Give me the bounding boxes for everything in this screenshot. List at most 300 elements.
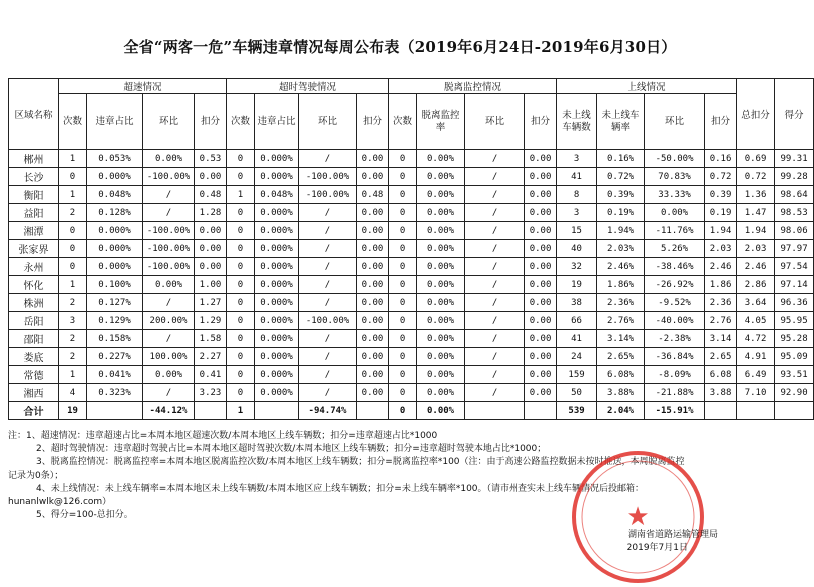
cell-sp-m: 200.00% xyxy=(143,312,195,330)
cell-ft-m: / xyxy=(299,348,357,366)
cell-of-r: 0.00% xyxy=(417,240,465,258)
note-2: 2、超时驾驶情况：违章超时驾驶占比=本周本地区超时驾驶次数/本周本地区上线车辆数；扣分=违章超时驾驶本地占比*1000； xyxy=(36,444,547,455)
header-of-count: 次数 xyxy=(389,94,417,150)
cell-of-m: / xyxy=(465,366,525,384)
cell-of-n: 0 xyxy=(389,276,417,294)
cell-ft-d: 0.00 xyxy=(357,204,389,222)
cell-on-m: 70.83% xyxy=(645,168,705,186)
cell-on-d: 2.65 xyxy=(705,348,737,366)
official-seal-stamp xyxy=(568,447,708,587)
cell-on-n: 41 xyxy=(557,168,597,186)
cell-sp-d: 3.23 xyxy=(195,384,227,402)
cell-sp-n: 1 xyxy=(59,276,87,294)
cell-on-m: -21.88% xyxy=(645,384,705,402)
cell-on-d: 0.72 xyxy=(705,168,737,186)
table-row xyxy=(9,348,814,366)
cell-sp-r: 0.041% xyxy=(87,366,143,384)
cell-of-r: 0.00% xyxy=(417,384,465,402)
total-empty-cell xyxy=(525,402,557,420)
cell-on-r: 0.39% xyxy=(597,186,645,204)
cell-region: 湘西 xyxy=(9,384,59,402)
total-empty-cell xyxy=(705,402,737,420)
cell-tot: 4.91 xyxy=(737,348,775,366)
cell-of-m: / xyxy=(465,168,525,186)
cell-sp-r: 0.158% xyxy=(87,330,143,348)
cell-sp-n: 3 xyxy=(59,312,87,330)
cell-of-r: 0.00% xyxy=(417,186,465,204)
cell-sp-d: 0.53 xyxy=(195,150,227,168)
cell-ft-m: -100.00% xyxy=(299,312,357,330)
cell-of-r: 0.00% xyxy=(417,294,465,312)
cell-of-r: 0.00% xyxy=(417,348,465,366)
cell-ft-m: / xyxy=(299,222,357,240)
cell-region: 湘潭 xyxy=(9,222,59,240)
cell-on-r: 1.86% xyxy=(597,276,645,294)
cell-of-m: / xyxy=(465,258,525,276)
cell-ft-n: 0 xyxy=(227,348,255,366)
header-sp-deduct: 扣分 xyxy=(195,94,227,150)
cell-of-n: 0 xyxy=(389,258,417,276)
cell-tot: 1.36 xyxy=(737,186,775,204)
table-row xyxy=(9,204,814,222)
cell-sp-n: 0 xyxy=(59,222,87,240)
cell-of-m: / xyxy=(465,204,525,222)
cell-of-m: / xyxy=(465,294,525,312)
cell-ft-m: / xyxy=(299,240,357,258)
cell-tot: 4.72 xyxy=(737,330,775,348)
cell-ft-r: 0.000% xyxy=(255,276,299,294)
cell-tot: 2.03 xyxy=(737,240,775,258)
cell-ft-d: 0.00 xyxy=(357,312,389,330)
cell-score: 95.09 xyxy=(775,348,814,366)
cell-tot: 2.86 xyxy=(737,276,775,294)
cell-of-n: 0 xyxy=(389,366,417,384)
header-on-mom: 环比 xyxy=(645,94,705,150)
cell-tot: 1.47 xyxy=(737,204,775,222)
cell-on-n: 50 xyxy=(557,384,597,402)
cell-of-m: / xyxy=(465,384,525,402)
cell-sp-n: 2 xyxy=(59,294,87,312)
note-4-email[interactable]: hunanlwlk@126.com） xyxy=(8,497,112,508)
cell-score: 98.53 xyxy=(775,204,814,222)
cell-on-d: 2.46 xyxy=(705,258,737,276)
cell-sp-m: / xyxy=(143,330,195,348)
cell-of-m: / xyxy=(465,186,525,204)
cell-of-m: / xyxy=(465,312,525,330)
cell-of-d: 0.00 xyxy=(525,366,557,384)
cell-sp-m: -100.00% xyxy=(143,240,195,258)
cell-region: 张家界 xyxy=(9,240,59,258)
cell-ft-m: / xyxy=(299,204,357,222)
cell-sp-r: 0.227% xyxy=(87,348,143,366)
cell-ft-d: 0.00 xyxy=(357,330,389,348)
cell-ft-n: 0 xyxy=(227,276,255,294)
cell-of-m: / xyxy=(465,222,525,240)
cell-ft-n: 0 xyxy=(227,150,255,168)
table-row xyxy=(9,222,814,240)
cell-ft-n: 0 xyxy=(227,240,255,258)
cell-of-m: / xyxy=(465,276,525,294)
cell-sp-r: 0.323% xyxy=(87,384,143,402)
total-empty-cell xyxy=(465,402,525,420)
cell-on-m: -38.46% xyxy=(645,258,705,276)
cell-ft-d: 0.00 xyxy=(357,276,389,294)
total-ft-m: -94.74% xyxy=(299,402,357,420)
total-on-n: 539 xyxy=(557,402,597,420)
cell-of-n: 0 xyxy=(389,222,417,240)
cell-of-d: 0.00 xyxy=(525,222,557,240)
cell-on-r: 2.46% xyxy=(597,258,645,276)
cell-on-m: -8.09% xyxy=(645,366,705,384)
signer: 湖南省道路运输管理局 xyxy=(627,530,718,540)
total-region: 合计 xyxy=(9,402,59,420)
header-online: 上线情况 xyxy=(557,79,737,94)
cell-on-r: 6.08% xyxy=(597,366,645,384)
cell-ft-d: 0.00 xyxy=(357,366,389,384)
note-3: 3、脱离监控情况：脱离监控率=本周本地区脱离监控次数/本周本地区上线车辆数；扣分=脱离监控率*100（注：由于高速公路监控数据未按时推送，本周脱离监控 xyxy=(36,457,685,468)
cell-sp-m: -100.00% xyxy=(143,258,195,276)
cell-on-d: 1.94 xyxy=(705,222,737,240)
cell-region: 益阳 xyxy=(9,204,59,222)
cell-ft-d: 0.00 xyxy=(357,222,389,240)
cell-sp-n: 1 xyxy=(59,186,87,204)
header-fatigue: 超时驾驶情况 xyxy=(227,79,389,94)
cell-on-n: 159 xyxy=(557,366,597,384)
cell-sp-r: 0.100% xyxy=(87,276,143,294)
cell-sp-n: 2 xyxy=(59,330,87,348)
cell-on-d: 2.36 xyxy=(705,294,737,312)
cell-score: 97.54 xyxy=(775,258,814,276)
cell-of-d: 0.00 xyxy=(525,204,557,222)
cell-region: 郴州 xyxy=(9,150,59,168)
cell-sp-m: / xyxy=(143,204,195,222)
cell-ft-n: 0 xyxy=(227,204,255,222)
cell-on-n: 38 xyxy=(557,294,597,312)
cell-of-n: 0 xyxy=(389,294,417,312)
cell-on-m: -40.00% xyxy=(645,312,705,330)
cell-ft-r: 0.000% xyxy=(255,222,299,240)
cell-on-n: 40 xyxy=(557,240,597,258)
cell-tot: 4.05 xyxy=(737,312,775,330)
cell-ft-n: 0 xyxy=(227,258,255,276)
cell-of-r: 0.00% xyxy=(417,366,465,384)
cell-of-d: 0.00 xyxy=(525,294,557,312)
cell-tot: 7.10 xyxy=(737,384,775,402)
note-1: 注：1、超速情况：违章超速占比=本周本地区超速次数/本周本地区上线车辆数；扣分=违章超速占比*1000 xyxy=(8,431,438,441)
cell-on-r: 2.65% xyxy=(597,348,645,366)
note-5: 5、得分=100-总扣分。 xyxy=(36,510,133,521)
header-of-deduct: 扣分 xyxy=(525,94,557,150)
cell-on-r: 2.36% xyxy=(597,294,645,312)
cell-score: 98.06 xyxy=(775,222,814,240)
header-sp-mom: 环比 xyxy=(143,94,195,150)
cell-sp-r: 0.048% xyxy=(87,186,143,204)
total-of-r: 0.00% xyxy=(417,402,465,420)
cell-sp-d: 0.00 xyxy=(195,240,227,258)
cell-ft-r: 0.000% xyxy=(255,240,299,258)
cell-of-d: 0.00 xyxy=(525,240,557,258)
cell-ft-m: / xyxy=(299,276,357,294)
cell-sp-m: 0.00% xyxy=(143,150,195,168)
cell-ft-r: 0.000% xyxy=(255,312,299,330)
cell-sp-n: 1 xyxy=(59,366,87,384)
cell-of-n: 0 xyxy=(389,150,417,168)
cell-score: 95.28 xyxy=(775,330,814,348)
cell-on-m: -9.52% xyxy=(645,294,705,312)
cell-on-d: 0.39 xyxy=(705,186,737,204)
cell-region: 永州 xyxy=(9,258,59,276)
cell-score: 98.64 xyxy=(775,186,814,204)
table-row xyxy=(9,294,814,312)
cell-ft-n: 0 xyxy=(227,168,255,186)
cell-on-m: 33.33% xyxy=(645,186,705,204)
cell-of-m: / xyxy=(465,348,525,366)
header-offline-monitoring: 脱离监控情况 xyxy=(389,79,557,94)
total-ft-n: 1 xyxy=(227,402,255,420)
cell-sp-d: 1.00 xyxy=(195,276,227,294)
table-row xyxy=(9,384,814,402)
cell-region: 邵阳 xyxy=(9,330,59,348)
total-sp-n: 19 xyxy=(59,402,87,420)
cell-ft-n: 0 xyxy=(227,294,255,312)
cell-sp-d: 1.27 xyxy=(195,294,227,312)
cell-on-n: 41 xyxy=(557,330,597,348)
cell-of-n: 0 xyxy=(389,312,417,330)
cell-ft-m: / xyxy=(299,330,357,348)
header-ft-ratio: 违章占比 xyxy=(255,94,299,150)
header-total-deduct: 总扣分 xyxy=(737,79,775,150)
cell-of-n: 0 xyxy=(389,384,417,402)
cell-of-n: 0 xyxy=(389,330,417,348)
cell-of-d: 0.00 xyxy=(525,186,557,204)
cell-on-r: 0.19% xyxy=(597,204,645,222)
cell-ft-n: 1 xyxy=(227,186,255,204)
total-on-r: 2.04% xyxy=(597,402,645,420)
cell-ft-n: 0 xyxy=(227,312,255,330)
cell-on-n: 24 xyxy=(557,348,597,366)
cell-sp-m: / xyxy=(143,186,195,204)
cell-tot: 3.64 xyxy=(737,294,775,312)
cell-sp-n: 0 xyxy=(59,258,87,276)
total-empty-cell xyxy=(255,402,299,420)
cell-of-d: 0.00 xyxy=(525,348,557,366)
cell-tot: 0.72 xyxy=(737,168,775,186)
cell-ft-r: 0.000% xyxy=(255,258,299,276)
cell-of-n: 0 xyxy=(389,348,417,366)
cell-on-d: 3.14 xyxy=(705,330,737,348)
total-sp-m: -44.12% xyxy=(143,402,195,420)
header-sp-ratio: 违章占比 xyxy=(87,94,143,150)
total-row xyxy=(9,402,814,420)
header-score: 得分 xyxy=(775,79,814,150)
cell-sp-r: 0.000% xyxy=(87,222,143,240)
cell-on-n: 15 xyxy=(557,222,597,240)
cell-sp-m: -100.00% xyxy=(143,222,195,240)
total-empty-cell xyxy=(195,402,227,420)
header-on-deduct: 扣分 xyxy=(705,94,737,150)
cell-on-r: 3.88% xyxy=(597,384,645,402)
cell-of-r: 0.00% xyxy=(417,150,465,168)
cell-on-d: 0.19 xyxy=(705,204,737,222)
cell-sp-n: 0 xyxy=(59,168,87,186)
header-of-rate: 脱离监控率 xyxy=(417,94,465,150)
cell-of-n: 0 xyxy=(389,204,417,222)
cell-on-d: 2.76 xyxy=(705,312,737,330)
cell-on-r: 0.72% xyxy=(597,168,645,186)
cell-sp-n: 1 xyxy=(59,150,87,168)
cell-on-n: 3 xyxy=(557,150,597,168)
cell-on-r: 0.16% xyxy=(597,150,645,168)
cell-score: 93.51 xyxy=(775,366,814,384)
cell-score: 95.95 xyxy=(775,312,814,330)
cell-ft-m: -100.00% xyxy=(299,168,357,186)
cell-ft-d: 0.00 xyxy=(357,168,389,186)
cell-sp-d: 1.29 xyxy=(195,312,227,330)
table-row xyxy=(9,168,814,186)
cell-sp-r: 0.053% xyxy=(87,150,143,168)
table-row xyxy=(9,330,814,348)
cell-sp-m: / xyxy=(143,384,195,402)
cell-on-m: -26.92% xyxy=(645,276,705,294)
cell-ft-r: 0.000% xyxy=(255,150,299,168)
cell-ft-m: -100.00% xyxy=(299,186,357,204)
table-row xyxy=(9,240,814,258)
cell-of-d: 0.00 xyxy=(525,330,557,348)
header-ft-mom: 环比 xyxy=(299,94,357,150)
cell-of-m: / xyxy=(465,330,525,348)
total-empty-cell xyxy=(775,402,814,420)
cell-ft-r: 0.000% xyxy=(255,348,299,366)
cell-on-d: 0.16 xyxy=(705,150,737,168)
cell-ft-d: 0.00 xyxy=(357,258,389,276)
total-on-m: -15.91% xyxy=(645,402,705,420)
cell-on-d: 2.03 xyxy=(705,240,737,258)
table-row xyxy=(9,366,814,384)
cell-ft-d: 0.00 xyxy=(357,240,389,258)
cell-sp-r: 0.127% xyxy=(87,294,143,312)
cell-of-r: 0.00% xyxy=(417,276,465,294)
cell-ft-d: 0.00 xyxy=(357,150,389,168)
cell-sp-r: 0.000% xyxy=(87,258,143,276)
header-ft-deduct: 扣分 xyxy=(357,94,389,150)
cell-sp-n: 2 xyxy=(59,204,87,222)
cell-sp-m: 0.00% xyxy=(143,366,195,384)
cell-on-d: 3.88 xyxy=(705,384,737,402)
cell-sp-n: 4 xyxy=(59,384,87,402)
violation-table xyxy=(8,78,814,420)
cell-ft-r: 0.000% xyxy=(255,168,299,186)
note-4: 4、未上线情况：未上线车辆率=本周本地区未上线车辆数/本周本地区应上线车辆数；扣分=未上线车辆率*100。（请市州查实未上线车辆情况后投邮箱： xyxy=(36,483,645,494)
cell-on-n: 8 xyxy=(557,186,597,204)
cell-of-n: 0 xyxy=(389,168,417,186)
cell-score: 97.14 xyxy=(775,276,814,294)
cell-of-r: 0.00% xyxy=(417,222,465,240)
cell-on-m: -11.76% xyxy=(645,222,705,240)
cell-sp-r: 0.129% xyxy=(87,312,143,330)
cell-tot: 0.69 xyxy=(737,150,775,168)
cell-of-d: 0.00 xyxy=(525,258,557,276)
cell-score: 97.97 xyxy=(775,240,814,258)
cell-ft-r: 0.048% xyxy=(255,186,299,204)
header-on-rate: 未上线车辆率 xyxy=(597,94,645,150)
cell-ft-m: / xyxy=(299,150,357,168)
cell-region: 岳阳 xyxy=(9,312,59,330)
cell-on-r: 3.14% xyxy=(597,330,645,348)
cell-sp-n: 0 xyxy=(59,240,87,258)
cell-score: 96.36 xyxy=(775,294,814,312)
table-row xyxy=(9,276,814,294)
total-empty-cell xyxy=(357,402,389,420)
cell-of-r: 0.00% xyxy=(417,312,465,330)
cell-ft-r: 0.000% xyxy=(255,204,299,222)
total-of-n: 0 xyxy=(389,402,417,420)
cell-score: 99.28 xyxy=(775,168,814,186)
cell-ft-r: 0.000% xyxy=(255,294,299,312)
cell-ft-m: / xyxy=(299,366,357,384)
cell-on-m: -36.84% xyxy=(645,348,705,366)
cell-on-r: 2.76% xyxy=(597,312,645,330)
cell-sp-m: 100.00% xyxy=(143,348,195,366)
cell-ft-m: / xyxy=(299,258,357,276)
cell-region: 娄底 xyxy=(9,348,59,366)
cell-region: 衡阳 xyxy=(9,186,59,204)
table-row xyxy=(9,312,814,330)
cell-ft-n: 0 xyxy=(227,222,255,240)
cell-on-m: 0.00% xyxy=(645,204,705,222)
cell-sp-d: 0.41 xyxy=(195,366,227,384)
cell-ft-m: / xyxy=(299,294,357,312)
cell-sp-d: 1.28 xyxy=(195,204,227,222)
header-speeding: 超速情况 xyxy=(59,79,227,94)
cell-sp-n: 2 xyxy=(59,348,87,366)
cell-on-r: 1.94% xyxy=(597,222,645,240)
cell-sp-r: 0.000% xyxy=(87,168,143,186)
cell-on-m: 5.26% xyxy=(645,240,705,258)
cell-of-d: 0.00 xyxy=(525,312,557,330)
cell-sp-d: 0.48 xyxy=(195,186,227,204)
cell-of-d: 0.00 xyxy=(525,150,557,168)
cell-ft-r: 0.000% xyxy=(255,384,299,402)
cell-ft-d: 0.00 xyxy=(357,384,389,402)
cell-of-d: 0.00 xyxy=(525,276,557,294)
cell-on-m: -50.00% xyxy=(645,150,705,168)
header-region: 区域名称 xyxy=(9,79,59,150)
cell-on-d: 6.08 xyxy=(705,366,737,384)
cell-on-n: 3 xyxy=(557,204,597,222)
cell-on-m: -2.38% xyxy=(645,330,705,348)
cell-tot: 2.46 xyxy=(737,258,775,276)
cell-ft-d: 0.00 xyxy=(357,348,389,366)
header-sp-count: 次数 xyxy=(59,94,87,150)
cell-sp-r: 0.128% xyxy=(87,204,143,222)
cell-ft-d: 0.48 xyxy=(357,186,389,204)
total-empty-cell xyxy=(87,402,143,420)
cell-of-d: 0.00 xyxy=(525,168,557,186)
cell-score: 99.31 xyxy=(775,150,814,168)
sign-date: 2019年7月1日 xyxy=(626,543,688,553)
cell-sp-d: 0.00 xyxy=(195,168,227,186)
cell-of-m: / xyxy=(465,150,525,168)
cell-ft-r: 0.000% xyxy=(255,330,299,348)
cell-of-n: 0 xyxy=(389,240,417,258)
cell-region: 株洲 xyxy=(9,294,59,312)
cell-ft-n: 0 xyxy=(227,384,255,402)
cell-of-m: / xyxy=(465,240,525,258)
cell-sp-m: 0.00% xyxy=(143,276,195,294)
table-row xyxy=(9,186,814,204)
cell-of-r: 0.00% xyxy=(417,168,465,186)
cell-score: 92.90 xyxy=(775,384,814,402)
